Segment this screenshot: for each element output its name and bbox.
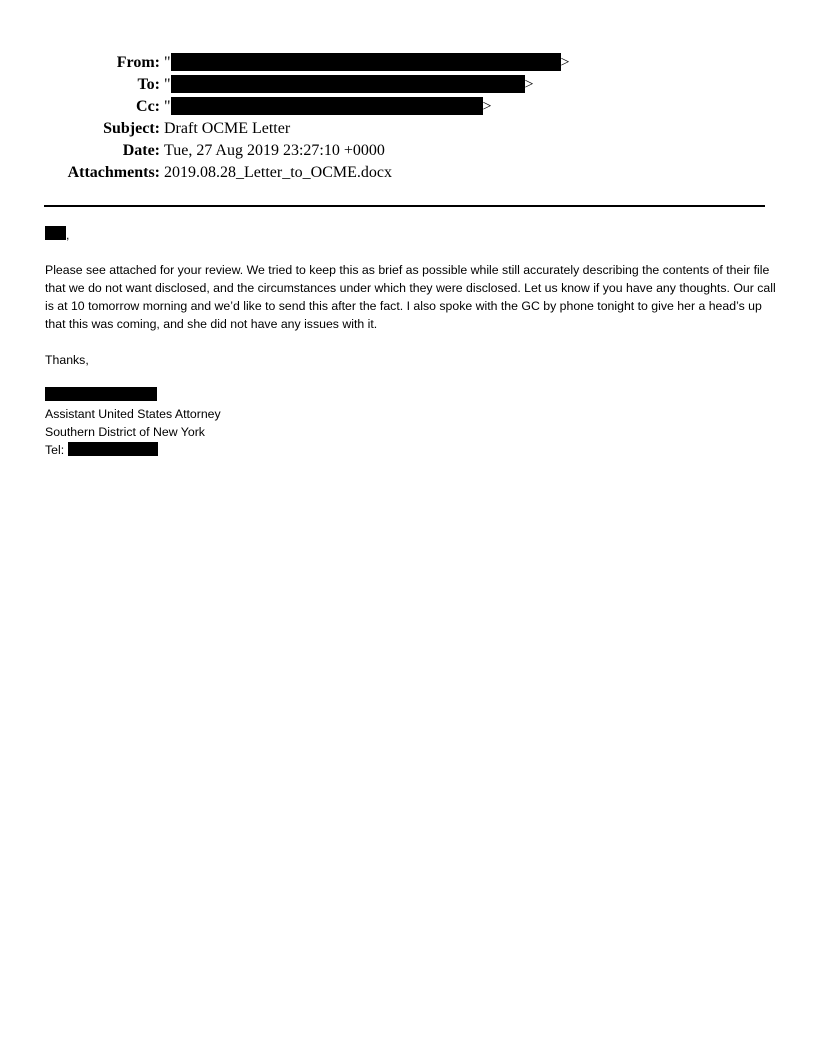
closing: Thanks,	[45, 353, 89, 367]
attachments-label: Attachments:	[67, 164, 160, 181]
to-label: To:	[137, 76, 160, 93]
body-paragraph: Please see attached for your review. We tried to keep this as brief as possible while still accurately describing the contents of their file that we do not want disclosed, and the circumstances under which they were disclosed. Let us know if you have any thoughts. Our call is at 10 tomorrow morning and we’d like to send this after the fact. I also spoke with the GC by phone tonight to give her a head’s up that this was coming, and she did not have any issues with it.	[45, 263, 776, 331]
from-bracket: >	[560, 54, 570, 71]
date-label: Date:	[122, 142, 160, 159]
redaction-box	[45, 387, 157, 401]
signature-office: Southern District of New York	[45, 425, 205, 439]
redaction-box	[68, 442, 158, 456]
redaction-box	[171, 75, 525, 93]
cc-value	[164, 96, 492, 118]
email-header	[0, 52, 816, 184]
to-quote: "	[164, 76, 171, 93]
greeting-comma: ,	[66, 228, 70, 242]
redaction-box	[171, 53, 561, 71]
cc-bracket: >	[482, 98, 492, 115]
subject-label: Subject:	[103, 120, 160, 137]
attachments-row	[0, 162, 816, 184]
cc-label: Cc:	[136, 98, 160, 115]
from-row	[0, 52, 816, 74]
signature-title: Assistant United States Attorney	[45, 407, 221, 421]
cc-quote: "	[164, 98, 171, 115]
tel-label: Tel:	[45, 443, 65, 457]
redaction-box	[45, 226, 66, 240]
cc-row	[0, 96, 816, 118]
redaction-box	[171, 97, 483, 115]
to-value	[164, 74, 534, 96]
attachments-value: 2019.08.28_Letter_to_OCME.docx	[164, 164, 392, 181]
from-label: From:	[116, 54, 160, 71]
subject-value: Draft OCME Letter	[164, 120, 291, 137]
from-value	[164, 52, 570, 74]
date-value: Tue, 27 Aug 2019 23:27:10 +0000	[164, 142, 385, 159]
from-quote: "	[164, 54, 171, 71]
signature-name	[45, 387, 780, 405]
header-divider	[44, 205, 765, 207]
to-row	[0, 74, 816, 96]
subject-row	[0, 118, 816, 140]
date-row	[0, 140, 816, 162]
signature-block	[45, 387, 780, 459]
signature-tel	[45, 441, 780, 459]
email-body	[45, 226, 780, 459]
to-bracket: >	[524, 76, 534, 93]
greeting	[45, 226, 780, 244]
